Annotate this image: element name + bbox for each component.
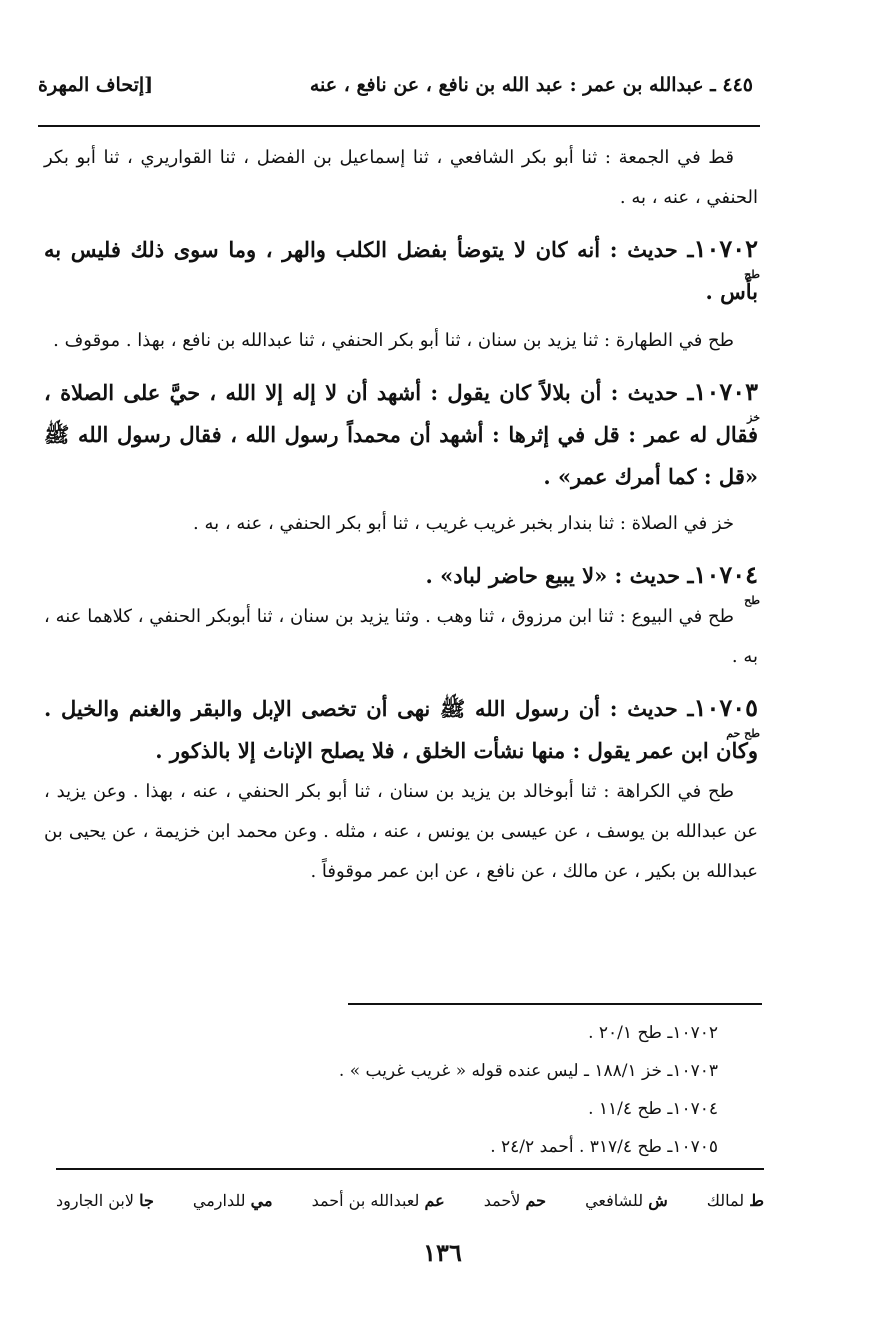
hadith-text: أن رسول الله ﷺ نهى أن تخصى الإبل والبقر والغنم والخيل . وكان ابن عمر يقول : منها نشأت الخلق ، فلا يصلح الإناث إلا بالذكور . (44, 696, 758, 763)
hadith-number: ١٠٧٠٥ (693, 693, 759, 722)
main-text (44, 138, 758, 892)
running-header (38, 74, 753, 114)
hadith-entry (44, 554, 760, 607)
hadith-label: ـ حديث : (614, 563, 694, 588)
abbrev-item: مي للدارمي (192, 1190, 273, 1210)
hadith-entry (44, 687, 758, 772)
page-number: ١٣٦ (423, 1238, 462, 1267)
hadith-sigla: طح (744, 594, 760, 607)
footnote-rule (348, 1003, 762, 1005)
hadith-source: طح في البيوع : ثنا ابن مرزوق ، ثنا وهب . وثنا يزيد بن سنان ، ثنا أبوبكر الحنفي ، كلاهما عنه ، به . (44, 606, 758, 667)
hadith-text: أنه كان لا يتوضأ بفضل الكلب والهر ، وما سوى ذلك فليس به بأس . (44, 237, 758, 304)
intro-source: قط في الجمعة : ثنا أبو بكر الشافعي ، ثنا إسماعيل بن الفضل ، ثنا القواريري ، ثنا أبو بكر الحنفي ، عنه ، به . (44, 147, 758, 208)
hadith-sigla: طح (744, 268, 760, 281)
hadith-number: ١٠٧٠٢ (693, 234, 759, 263)
book-title: [إتحاف المهرة (38, 74, 154, 96)
abbrev-item: ط لمالك (706, 1190, 764, 1210)
hadith-label: ـ حديث : (609, 696, 694, 721)
hadith-sigla: طح حم (726, 727, 760, 740)
hadith-entry (44, 228, 758, 313)
chapter-title: ٤٤٥ ـ عبدالله بن عمر : عبد الله بن نافع ، عن نافع ، عنه (309, 74, 753, 96)
header-rule (38, 125, 760, 127)
hadith-source: طح في الطهارة : ثنا يزيد بن سنان ، ثنا أبو بكر الحنفي ، ثنا عبدالله بن نافع ، بهذا . موقوف . (53, 330, 734, 351)
hadith-text: «لا يبيع حاضر لباد» . (425, 563, 608, 588)
hadith-source: طح في الكراهة : ثنا أبوخالد بن يزيد بن سنان ، ثنا أبو بكر الحنفي ، عنه ، بهذا . وعن يزيد ، عن عبدالله بن يوسف ، عن عيسى بن يونس ، عنه ، مثله . وعن محمد ابن خزيمة ، عن يحيى بن عبدالله بن بكير ، عن مالك ، عن نافع ، عن ابن عمر موقوفاً . (44, 781, 758, 882)
hadith-source: خز في الصلاة : ثنا بندار بخبر غريب غريب ، ثنا أبو بكر الحنفي ، عنه ، به . (193, 513, 734, 534)
hadith-sigla: خز (747, 411, 760, 424)
abbrev-item: حم لأحمد (483, 1190, 547, 1210)
hadith-label: ـ حديث : (610, 380, 694, 405)
footnote: ١٠٧٠٢ـ طح ٢٠/١ . (588, 1023, 718, 1043)
abbreviation-rule (56, 1168, 764, 1170)
hadith-number: ١٠٧٠٣ (693, 377, 758, 406)
abbrev-item: جا لابن الجارود (56, 1190, 154, 1210)
footnote: ١٠٧٠٥ـ طح ٣١٧/٤ . أحمد ٢٤/٢ . (490, 1137, 718, 1157)
footnote: ١٠٧٠٤ـ طح ١١/٤ . (588, 1099, 718, 1119)
hadith-label: ـ حديث : (609, 237, 694, 262)
abbrev-item: عم لعبدالله بن أحمد (311, 1190, 445, 1210)
abbreviation-key (56, 1180, 764, 1220)
abbrev-item: ش للشافعي (585, 1190, 668, 1210)
footnotes (44, 1014, 758, 1166)
footnote: ١٠٧٠٣ـ خز ١٨٨/١ ـ ليس عنده قوله « غريب غريب » . (338, 1061, 718, 1081)
hadith-number: ١٠٧٠٤ (693, 560, 758, 589)
hadith-text: أن بلالاً كان يقول : أشهد أن لا إله إلا الله ، حيَّ على الصلاة ، فقال له عمر : قل في إثرها : أشهد أن محمداً رسول الله ، فقال رسول الله ﷺ «قل : كما أمرك عمر» . (44, 380, 758, 489)
hadith-entry (44, 371, 758, 498)
